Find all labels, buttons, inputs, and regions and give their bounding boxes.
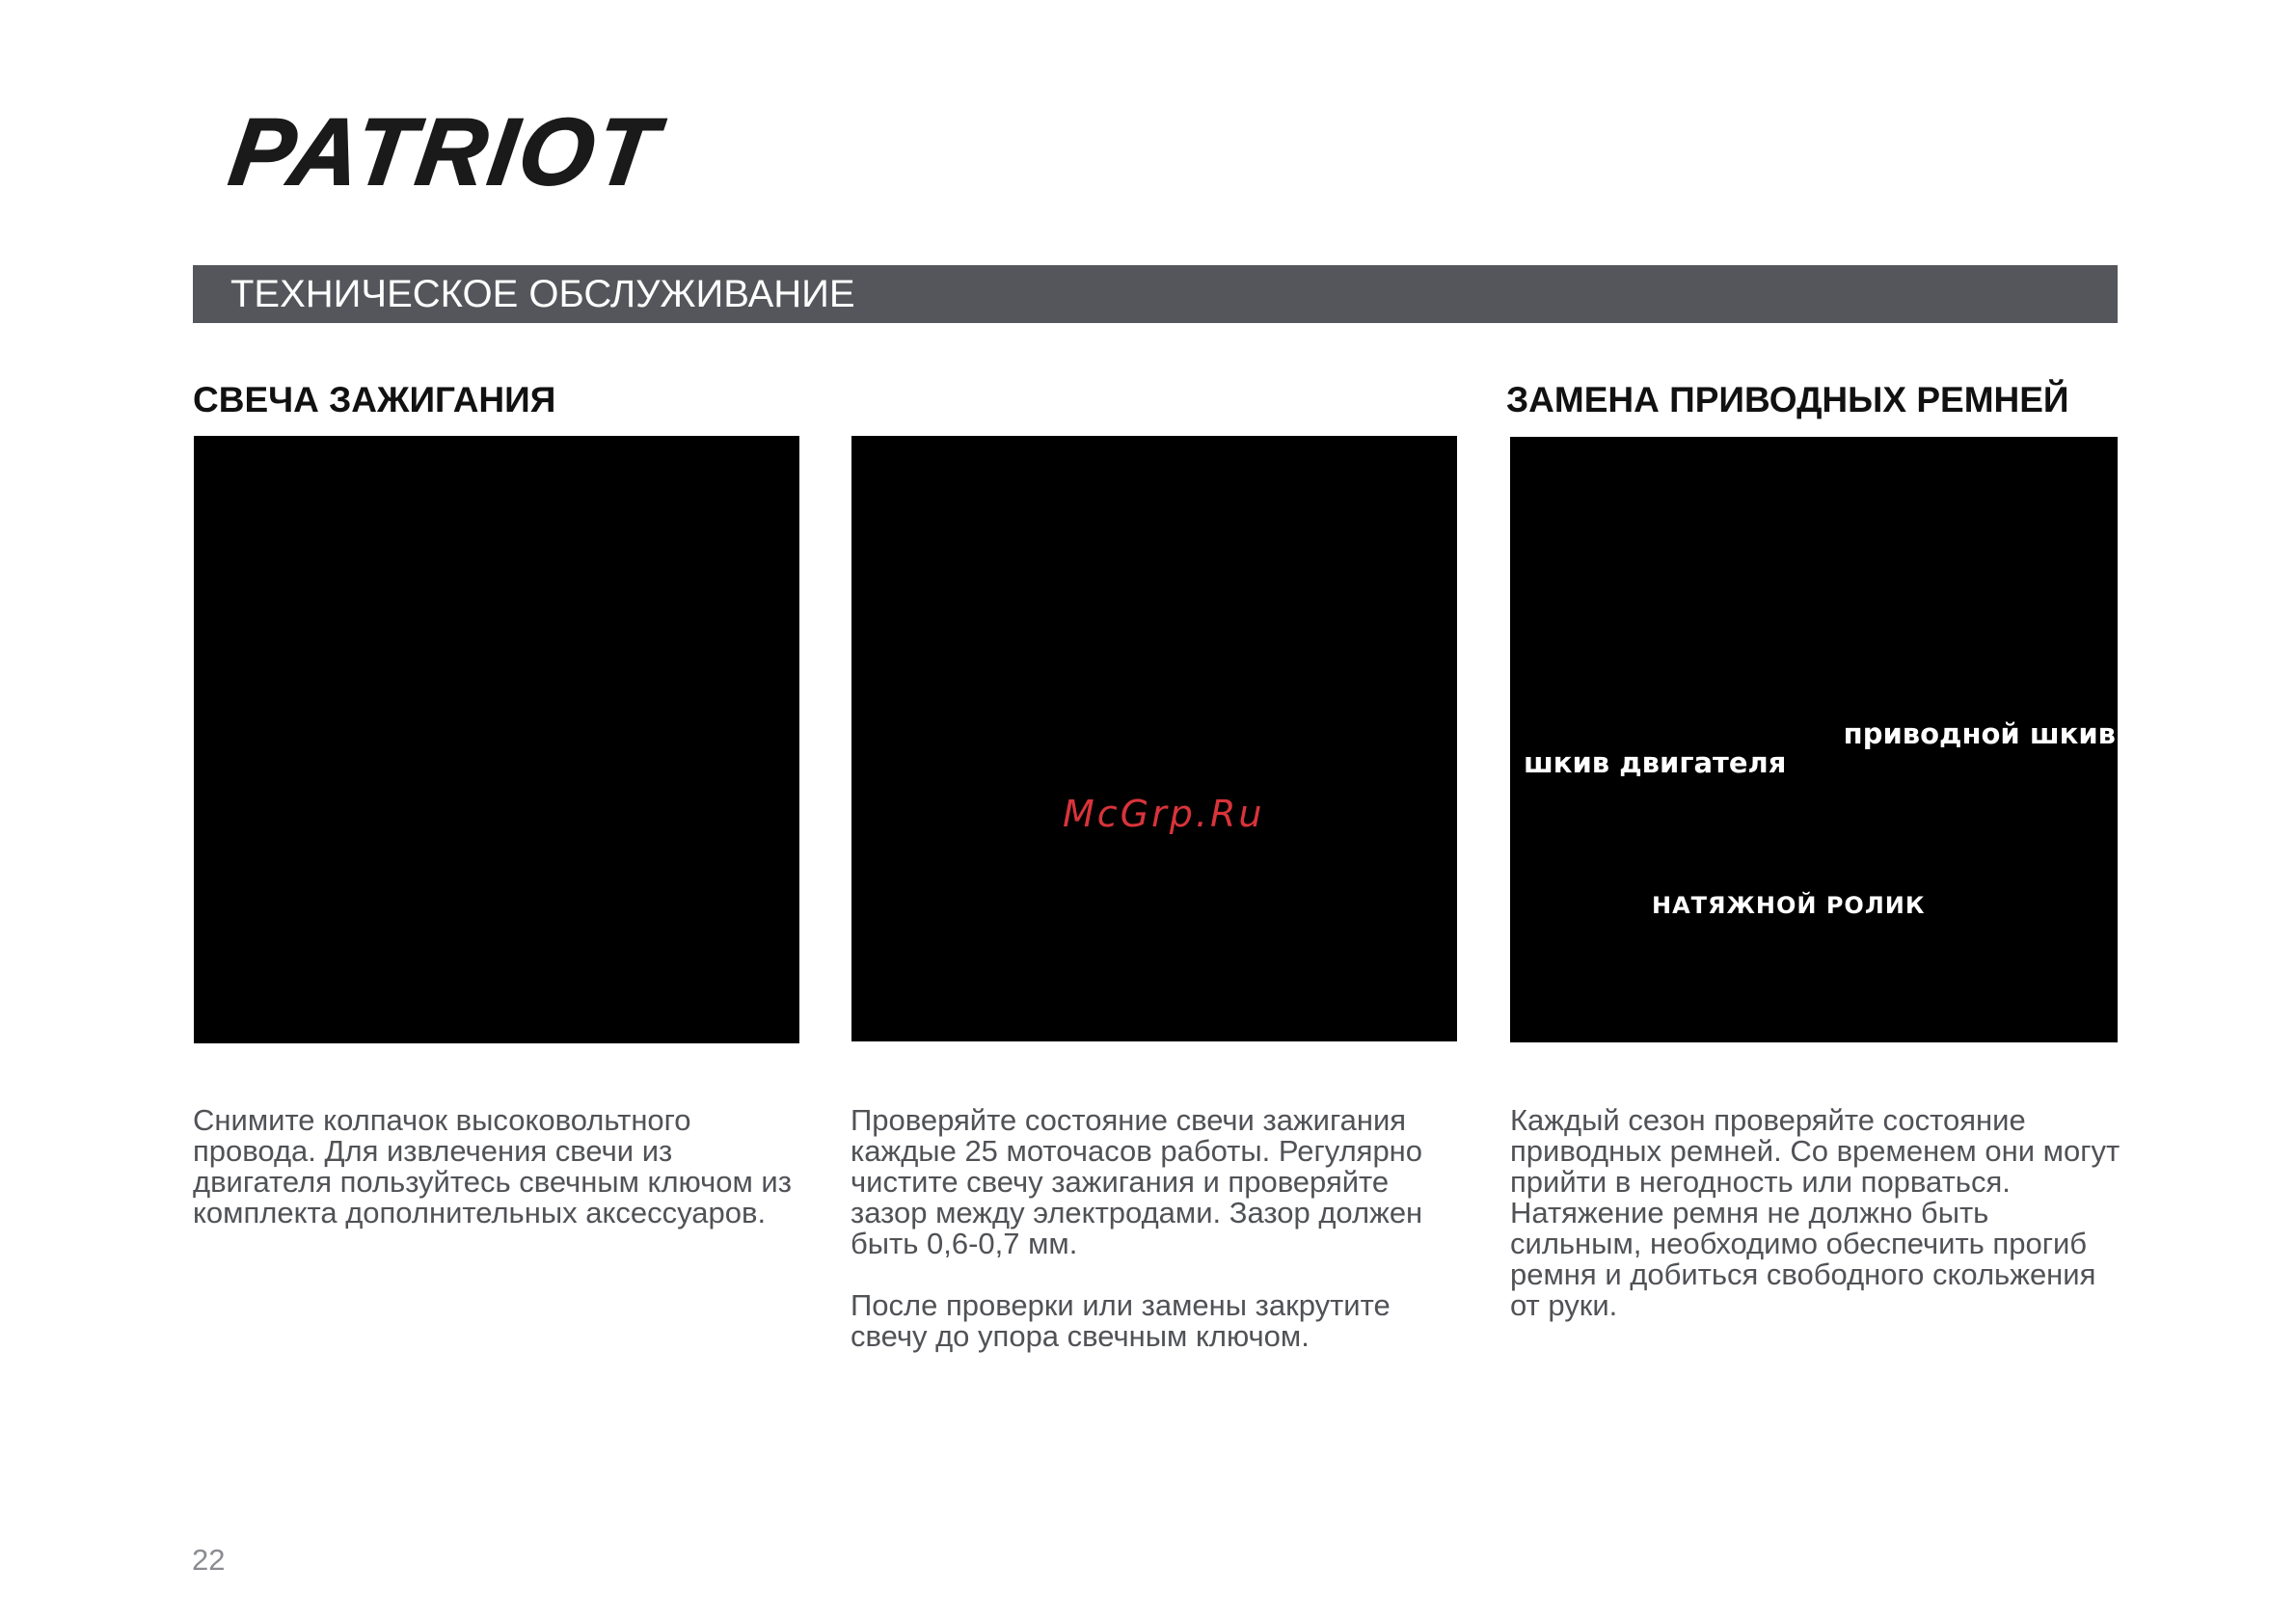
tension-roller-label: НАТЯЖНОЙ РОЛИК xyxy=(1652,892,1926,919)
page-number: 22 xyxy=(192,1543,226,1577)
spark-plug-removal-photo xyxy=(194,436,799,1043)
spark-plug-install-text: После проверки или замены закрутите свечу до упора свечным ключом. xyxy=(851,1288,1391,1353)
spark-plug-check-text: Проверяйте состояние свечи зажигания каждые 25 моточасов работы. Регулярно чистите свечу зажигания и проверяйте зазор между электродами. Зазор должен быть 0,6-0,7 мм. xyxy=(851,1103,1423,1260)
section-banner xyxy=(193,265,2118,323)
engine-pulley-label: шкив двигателя xyxy=(1524,746,1787,779)
drive-belt-photo xyxy=(1510,437,2118,1042)
belt-check-text: Каждый сезон проверяйте состояние приводных ремней. Со временем они могут прийти в негодность или порваться. Натяжение ремня не должно быть сильным, необходимо обеспечить прогиб ремня и добиться свободного скольжения от руки. xyxy=(1510,1103,2120,1322)
spark-plug-removal-text: Снимите колпачок высоковольтного провода. Для извлечения свечи из двигателя пользуйтесь свечным ключом из комплекта дополнительных аксессуаров. xyxy=(193,1103,792,1229)
banner-title: ТЕХНИЧЕСКОЕ ОБСЛУЖИВАНИЕ xyxy=(230,273,855,315)
watermark: McGrp.Ru xyxy=(1063,793,1265,835)
spark-plug-heading: СВЕЧА ЗАЖИГАНИЯ xyxy=(193,380,556,419)
belt-replacement-heading: ЗАМЕНА ПРИВОДНЫХ РЕМНЕЙ xyxy=(1506,380,2069,419)
patriot-logo: PATRIOT xyxy=(224,98,667,204)
drive-pulley-label: приводной шкив xyxy=(1843,717,2116,750)
spark-plug-gap-photo xyxy=(851,436,1457,1041)
